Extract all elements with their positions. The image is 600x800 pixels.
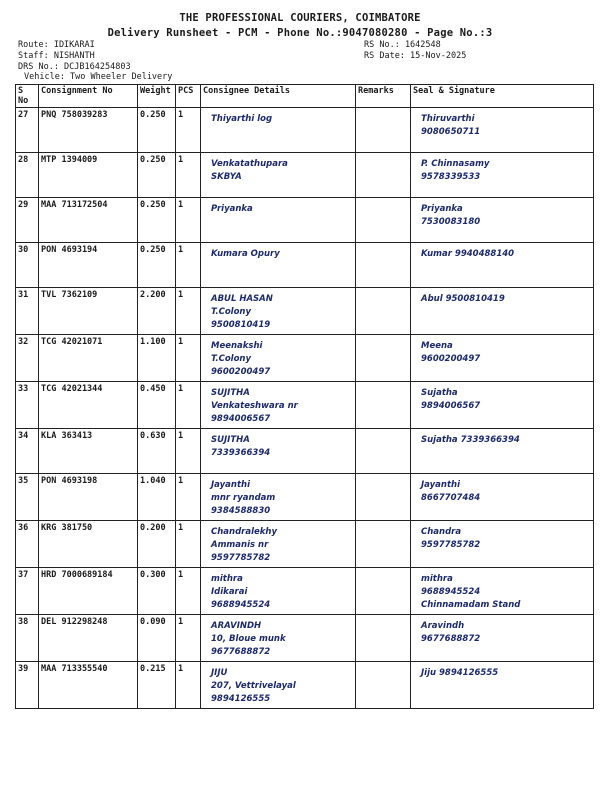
document-subtitle: Delivery Runsheet - PCM - Phone No.:9047080280 - Page No.:3	[107, 27, 493, 39]
weight-value: 0.250	[138, 108, 176, 153]
consignee-details: Meenakshi T.Colony 9600200497	[201, 335, 356, 382]
vehicle-label: Vehicle: Two Wheeler Delivery	[24, 72, 173, 82]
seal-signature: Sujatha 7339366394	[411, 429, 594, 474]
pcs-value: 1	[176, 521, 201, 568]
pcs-value: 1	[176, 198, 201, 243]
seal-signature: Aravindh 9677688872	[411, 615, 594, 662]
staff-label: Staff: NISHANTH	[18, 51, 95, 61]
column-header-remarks: Remarks	[356, 85, 411, 108]
consignment-number: PON 4693198	[39, 474, 138, 521]
weight-value: 0.250	[138, 153, 176, 198]
column-header-pcs: PCS	[176, 85, 201, 108]
weight-value: 0.250	[138, 198, 176, 243]
consignee-details: Jayanthi mnr ryandam 9384588830	[201, 474, 356, 521]
consignment-number: PON 4693194	[39, 243, 138, 288]
consignee-details: SUJITHA 7339366394	[201, 429, 356, 474]
consignment-number: MAA 713172504	[39, 198, 138, 243]
table-header-row	[16, 85, 594, 108]
seal-signature: Thiruvarthi 9080650711	[411, 108, 594, 153]
weight-value: 1.100	[138, 335, 176, 382]
table-row	[16, 243, 594, 288]
table-row	[16, 615, 594, 662]
row-sno: 29	[16, 198, 39, 243]
table-row	[16, 521, 594, 568]
consignment-number: PNQ 758039283	[39, 108, 138, 153]
runsheet-table	[15, 84, 594, 709]
pcs-value: 1	[176, 382, 201, 429]
weight-value: 1.040	[138, 474, 176, 521]
weight-value: 0.200	[138, 521, 176, 568]
seal-signature: Chandra 9597785782	[411, 521, 594, 568]
weight-value: 0.090	[138, 615, 176, 662]
table-row	[16, 568, 594, 615]
table-row	[16, 153, 594, 198]
column-header-consignee: Consignee Details	[201, 85, 356, 108]
table-row	[16, 662, 594, 709]
consignment-number: MAA 713355540	[39, 662, 138, 709]
weight-value: 0.450	[138, 382, 176, 429]
pcs-value: 1	[176, 288, 201, 335]
table-row	[16, 288, 594, 335]
consignee-details: Thiyarthi log	[201, 108, 356, 153]
consignment-number: KRG 381750	[39, 521, 138, 568]
remarks-cell	[356, 288, 411, 335]
row-sno: 37	[16, 568, 39, 615]
row-sno: 34	[16, 429, 39, 474]
row-sno: 32	[16, 335, 39, 382]
remarks-cell	[356, 429, 411, 474]
table-row	[16, 108, 594, 153]
row-sno: 36	[16, 521, 39, 568]
weight-value: 0.250	[138, 243, 176, 288]
pcs-value: 1	[176, 474, 201, 521]
consignee-details: Priyanka	[201, 198, 356, 243]
pcs-value: 1	[176, 153, 201, 198]
consignment-number: TCG 42021071	[39, 335, 138, 382]
remarks-cell	[356, 153, 411, 198]
seal-signature: Meena 9600200497	[411, 335, 594, 382]
remarks-cell	[356, 108, 411, 153]
row-sno: 38	[16, 615, 39, 662]
consignment-number: DEL 912298248	[39, 615, 138, 662]
consignment-number: TCG 42021344	[39, 382, 138, 429]
remarks-cell	[356, 382, 411, 429]
seal-signature: Jayanthi 8667707484	[411, 474, 594, 521]
remarks-cell	[356, 521, 411, 568]
consignee-details: JIJU 207, Vettrivelayal 9894126555	[201, 662, 356, 709]
table-row	[16, 335, 594, 382]
consignee-details: ARAVINDH 10, Bloue munk 9677688872	[201, 615, 356, 662]
row-sno: 33	[16, 382, 39, 429]
seal-signature: mithra 9688945524 Chinnamadam Stand	[411, 568, 594, 615]
pcs-value: 1	[176, 615, 201, 662]
consignee-details: ABUL HASAN T.Colony 9500810419	[201, 288, 356, 335]
row-sno: 39	[16, 662, 39, 709]
consignment-number: HRD 7000689184	[39, 568, 138, 615]
pcs-value: 1	[176, 243, 201, 288]
row-sno: 27	[16, 108, 39, 153]
seal-signature: Jiju 9894126555	[411, 662, 594, 709]
consignee-details: Kumara Opury	[201, 243, 356, 288]
weight-value: 0.630	[138, 429, 176, 474]
column-header-weight: Weight	[138, 85, 176, 108]
rs-number: RS No.: 1642548	[364, 40, 441, 50]
weight-value: 0.215	[138, 662, 176, 709]
route-label: Route: IDIKARAI	[18, 40, 95, 50]
remarks-cell	[356, 615, 411, 662]
remarks-cell	[356, 243, 411, 288]
pcs-value: 1	[176, 662, 201, 709]
seal-signature: Abul 9500810419	[411, 288, 594, 335]
table-row	[16, 198, 594, 243]
remarks-cell	[356, 198, 411, 243]
column-header-signature: Seal & Signature	[411, 85, 594, 108]
seal-signature: Kumar 9940488140	[411, 243, 594, 288]
row-sno: 30	[16, 243, 39, 288]
weight-value: 2.200	[138, 288, 176, 335]
table-row	[16, 382, 594, 429]
consignee-details: mithra Idikarai 9688945524	[201, 568, 356, 615]
table-row	[16, 474, 594, 521]
remarks-cell	[356, 474, 411, 521]
consignee-details: Venkatathupara SKBYA	[201, 153, 356, 198]
column-header-consignment: Consignment No	[39, 85, 138, 108]
consignment-number: TVL 7362109	[39, 288, 138, 335]
rs-date: RS Date: 15-Nov-2025	[364, 51, 467, 61]
consignee-details: SUJITHA Venkateshwara nr 9894006567	[201, 382, 356, 429]
pcs-value: 1	[176, 568, 201, 615]
seal-signature: Sujatha 9894006567	[411, 382, 594, 429]
seal-signature: P. Chinnasamy 9578339533	[411, 153, 594, 198]
row-sno: 31	[16, 288, 39, 335]
row-sno: 28	[16, 153, 39, 198]
remarks-cell	[356, 662, 411, 709]
weight-value: 0.300	[138, 568, 176, 615]
consignment-number: KLA 363413	[39, 429, 138, 474]
document-title: THE PROFESSIONAL COURIERS, COIMBATORE	[179, 12, 421, 24]
remarks-cell	[356, 568, 411, 615]
pcs-value: 1	[176, 429, 201, 474]
consignment-number: MTP 1394009	[39, 153, 138, 198]
remarks-cell	[356, 335, 411, 382]
pcs-value: 1	[176, 108, 201, 153]
consignee-details: Chandralekhy Ammanis nr 9597785782	[201, 521, 356, 568]
table-row	[16, 429, 594, 474]
drs-number: DRS No.: DCJB164254803	[18, 62, 131, 72]
column-header-sno: S No	[16, 85, 39, 108]
pcs-value: 1	[176, 335, 201, 382]
seal-signature: Priyanka 7530083180	[411, 198, 594, 243]
row-sno: 35	[16, 474, 39, 521]
